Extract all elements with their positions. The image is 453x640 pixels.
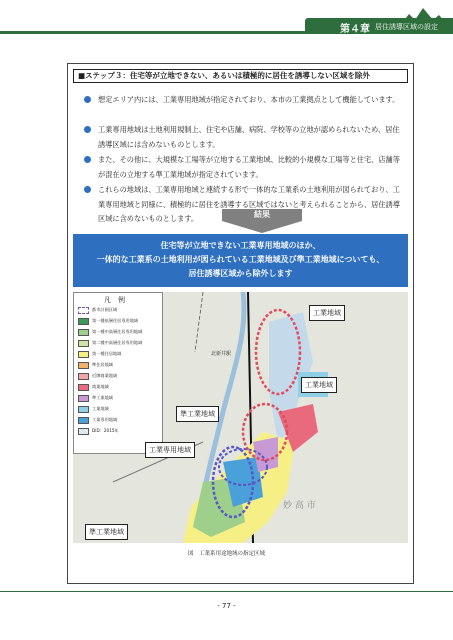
legend-item <box>78 306 117 314</box>
legend-label: 第一種低層住居専用地域 <box>92 318 139 323</box>
zoning-map <box>73 292 408 543</box>
legend-swatch <box>78 395 89 402</box>
legend-label: 第一種中高層住居専用地域 <box>92 329 143 334</box>
legend-label: 近隣商業地域 <box>92 373 118 378</box>
legend-label: 工業専用地域 <box>92 417 118 422</box>
legend-item <box>78 350 121 358</box>
callout-kogyo-mid: 工業地域 <box>301 377 337 393</box>
result-line: 住宅等が立地できない工業専用地域のほか、 <box>160 241 321 250</box>
map-legend <box>73 292 163 454</box>
legend-item <box>78 328 142 336</box>
legend-item <box>78 427 119 435</box>
bullet-dot-icon <box>84 96 91 103</box>
chapter-number: 第４章 <box>340 24 370 35</box>
legend-item <box>78 339 142 347</box>
map-label-station: 北新井駅 <box>211 351 232 357</box>
legend-item <box>78 416 117 424</box>
chapter-title: 居住誘導区域の設定 <box>375 23 438 31</box>
legend-swatch <box>78 307 89 314</box>
step-title: ■ステップ３：住宅等が立地できない、あるいは積極的に居住を誘導しない区域を除外 <box>73 69 408 83</box>
bullet-text: 想定エリア内には、工業専用地域が指定されており、本市の工業拠点として機能しています。 <box>98 95 400 104</box>
result-line: 一体的な工業系の土地利用が図られている工業地域及び準工業地域についても、 <box>96 255 385 264</box>
legend-swatch <box>78 329 89 336</box>
callout-kogyo-top: 工業地域 <box>309 305 345 321</box>
bullet-text: また、その他に、大規模な工場等が立地する工業地域、比較的小規模な工場等と住宅、店舗等が混在の立地する準工業地域が指定されています。 <box>98 155 400 179</box>
legend-swatch <box>78 417 89 424</box>
legend-item <box>78 394 113 402</box>
page-number: - 77 - <box>217 602 236 610</box>
result-box <box>73 234 408 287</box>
legend-label: 第一種住居地域 <box>92 351 122 356</box>
bullet-text: 工業専用地域は土地利用規制上、住宅や店舗、病院、学校等の立地が認められないため、居住誘導区域には含めないものとします。 <box>98 125 400 149</box>
map-label-city: 妙 高 市 <box>283 501 316 511</box>
legend-label: 準工業地域 <box>92 395 113 400</box>
bullet-dot-icon <box>84 126 91 133</box>
legend-label: 準住居地域 <box>92 362 113 367</box>
legend-label: 都市計画区域 <box>92 307 118 312</box>
bullet-item <box>84 153 406 182</box>
legend-swatch <box>78 384 89 391</box>
result-line: 居住誘導区域から除外します <box>188 269 293 278</box>
legend-item <box>78 383 109 391</box>
page-header <box>0 0 453 40</box>
legend-swatch <box>78 340 89 347</box>
callout-junko-bottom: 準工業地域 <box>85 524 128 540</box>
legend-label: 商業地域 <box>92 384 109 389</box>
legend-item <box>78 361 113 369</box>
footer-rule <box>0 591 453 592</box>
callout-junko-mid: 準工業地域 <box>176 406 219 422</box>
legend-item <box>78 405 109 413</box>
bullet-item <box>84 123 406 152</box>
legend-swatch <box>78 351 89 358</box>
bullet-dot-icon <box>84 156 91 163</box>
legend-label: 第二種中高層住居専用地域 <box>92 340 143 345</box>
legend-swatch <box>78 406 89 413</box>
legend-swatch <box>78 362 89 369</box>
result-label: 結果 <box>254 210 270 219</box>
bullet-dot-icon <box>84 186 91 193</box>
legend-swatch <box>78 428 89 435</box>
legend-label: 工業地域 <box>92 406 109 411</box>
callout-kosen: 工業専用地域 <box>145 442 195 458</box>
bullet-text: これらの地域は、工業専用地域と連続する形で一体的な工業系の土地利用が図られており、工業専用地域と同様に、積極的に居住を誘導する区域ではないと考えられることから、居住誘導区域に含めないものとします。 <box>98 185 400 223</box>
legend-title: 凡 例 <box>104 296 125 304</box>
legend-swatch <box>78 373 89 380</box>
legend-item <box>78 372 117 380</box>
figure-caption: 図 工業系用途地域の指定区域 <box>187 551 265 557</box>
legend-item <box>78 317 138 325</box>
legend-label: DID：2015年 <box>92 428 119 433</box>
legend-swatch <box>78 318 89 325</box>
bullet-item <box>84 93 406 122</box>
